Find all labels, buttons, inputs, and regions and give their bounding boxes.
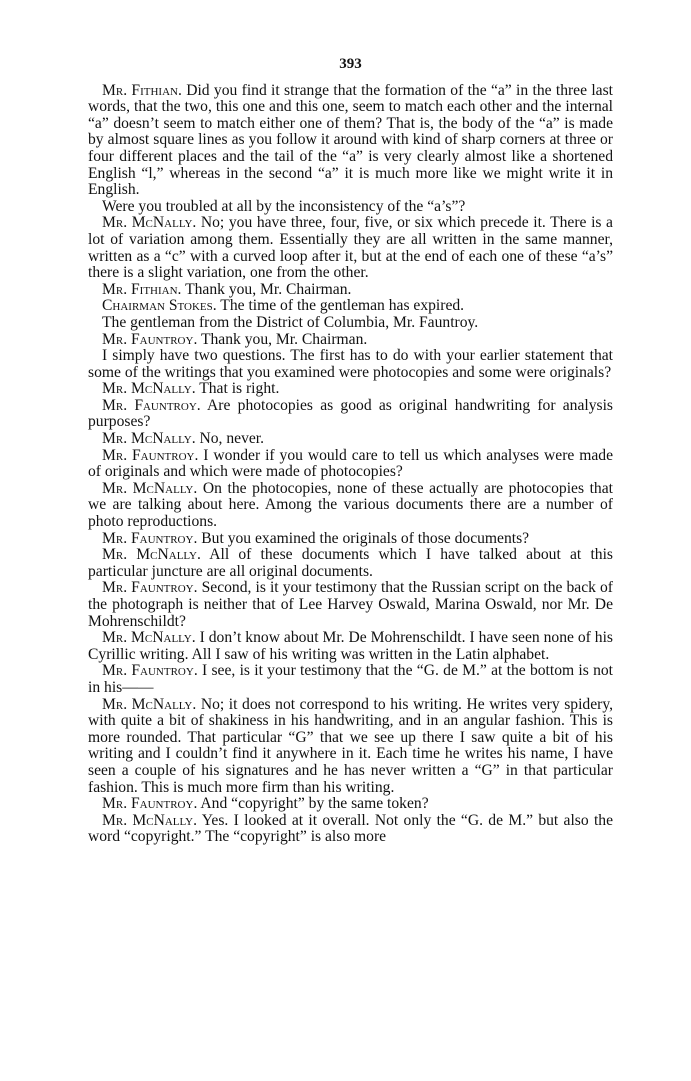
paragraph-text: The time of the gentleman has expired. xyxy=(220,297,465,315)
testimony-paragraph xyxy=(88,580,613,630)
testimony-paragraph xyxy=(88,531,613,548)
speaker-name: Mr. McNally. xyxy=(102,811,197,829)
paragraph-text: I don’t know about Mr. De Mohrenschildt. I have seen none of his Cyrillic writing. All I saw of his writing was written in the Latin alphabet. xyxy=(88,629,613,663)
speaker-name: Mr. Fauntroy. xyxy=(102,330,198,348)
speaker-name: Mr. Fauntroy. xyxy=(102,795,198,813)
testimony-paragraph xyxy=(88,215,613,281)
testimony-paragraph xyxy=(88,332,613,349)
testimony-paragraph xyxy=(88,630,613,663)
speaker-name: Mr. McNally. xyxy=(102,695,197,713)
paragraph-text: Are photocopies as good as original handwriting for analysis purposes? xyxy=(88,396,613,431)
speaker-name: Mr. McNally. xyxy=(102,380,196,398)
speaker-name: Mr. McNally. xyxy=(102,479,198,497)
testimony-paragraph xyxy=(88,663,613,696)
paragraph-text: No; you have three, four, five, or six which precede it. There is a lot of variation among them. Essentially they are all written in the same manner, written as a “c” with a curved loop after it, but at the end of each one of these “a’s” there is a slight variation, one from the other. xyxy=(88,214,613,282)
speaker-name: Mr. Fauntroy. xyxy=(102,662,198,680)
paragraph-text: Yes. I looked at it overall. Not only the “G. de M.” but also the word “copyright.” The “copyright” is also more xyxy=(88,811,614,846)
testimony-paragraph xyxy=(88,398,613,431)
paragraph-text: Did you find it strange that the formation of the “a” in the three last words, that the two, this one and this one, seem to match each other and the internal “a” doesn’t seem to match either one of them? That is, the body of the “a” is made by almost square lines as you follow it around with kind of sharp corners at three or four different places and the tail of the “a” is very clearly almost like a shortened English “l,” whereas in the second “a” it is much more like we might write it in English. xyxy=(88,81,613,199)
testimony-paragraph xyxy=(88,697,613,797)
speaker-name: Mr. McNally. xyxy=(102,430,196,448)
paragraph-text: Second, is it your testimony that the Russian script on the back of the photograph is neither that of Lee Harvey Oswald, Marina Oswald, nor Mr. De Mohrenschildt? xyxy=(88,579,613,630)
testimony-paragraph xyxy=(88,381,613,398)
paragraph-text: No; it does not correspond to his writing. He writes very spidery, with quite a bit of shakiness in his handwriting, and in an angular fashion. This is more rounded. That particular “G” that we see up there I saw quite a bit of his writing and I couldn’t find it anywhere in it. Each time he writes his name, I have seen a couple of his signatures and he has never written a “G” in that particular fashion. This is much more firm than his writing. xyxy=(88,695,613,796)
testimony-paragraph xyxy=(88,298,613,315)
paragraph-text: All of these documents which I have talked about at this particular juncture are all original documents. xyxy=(88,546,613,580)
paragraph-text: Were you troubled at all by the inconsistency of the “a’s”? xyxy=(102,197,466,215)
testimony-paragraph xyxy=(88,431,613,448)
testimony-paragraph xyxy=(88,199,613,216)
speaker-name: Mr. Fithian. xyxy=(102,280,182,298)
page-number: 393 xyxy=(339,56,362,72)
speaker-name: Mr. Fauntroy. xyxy=(102,529,198,547)
paragraph-text: That is right. xyxy=(199,380,280,398)
testimony-paragraph xyxy=(88,348,613,381)
testimony-paragraph xyxy=(88,448,613,481)
testimony-paragraph xyxy=(88,282,613,299)
testimony-paragraph xyxy=(88,796,613,813)
paragraph-text: Thank you, Mr. Chairman. xyxy=(200,330,368,348)
paragraph-text: I wonder if you would care to tell us which analyses were made of originals and which were made of photocopies? xyxy=(88,446,613,481)
speaker-name: Mr. Fithian. xyxy=(102,81,182,99)
speaker-name: Mr. McNally. xyxy=(102,214,197,232)
document-body xyxy=(88,83,613,846)
speaker-name: Chairman Stokes. xyxy=(102,297,217,315)
testimony-paragraph xyxy=(88,813,613,846)
paragraph-text: No, never. xyxy=(199,430,265,448)
paragraph-text: And “copyright” by the same token? xyxy=(200,795,429,813)
testimony-paragraph xyxy=(88,481,613,531)
paragraph-text: Thank you, Mr. Chairman. xyxy=(185,280,352,298)
paragraph-text: I see, is it your testimony that the “G. de M.” at the bottom is not in his—— xyxy=(88,662,613,696)
paragraph-text: On the photocopies, none of these actually are photocopies that we are talking about here. Among the various documents there are a number of photo reproductions. xyxy=(88,479,613,531)
speaker-name: Mr. Fauntroy. xyxy=(102,446,199,464)
testimony-paragraph xyxy=(88,83,613,199)
speaker-name: Mr. McNally. xyxy=(102,629,196,647)
paragraph-text: But you examined the originals of those documents? xyxy=(201,529,530,547)
speaker-name: Mr. McNally. xyxy=(102,546,201,564)
paragraph-text: The gentleman from the District of Columbia, Mr. Fauntroy. xyxy=(102,313,479,331)
speaker-name: Mr. Fauntroy. xyxy=(102,396,201,414)
paragraph-text: I simply have two questions. The first has to do with your earlier statement that some of the writings that you examined were photocopies and some were originals? xyxy=(88,347,613,381)
testimony-paragraph xyxy=(88,315,613,332)
speaker-name: Mr. Fauntroy. xyxy=(102,579,198,597)
testimony-paragraph xyxy=(88,547,613,580)
